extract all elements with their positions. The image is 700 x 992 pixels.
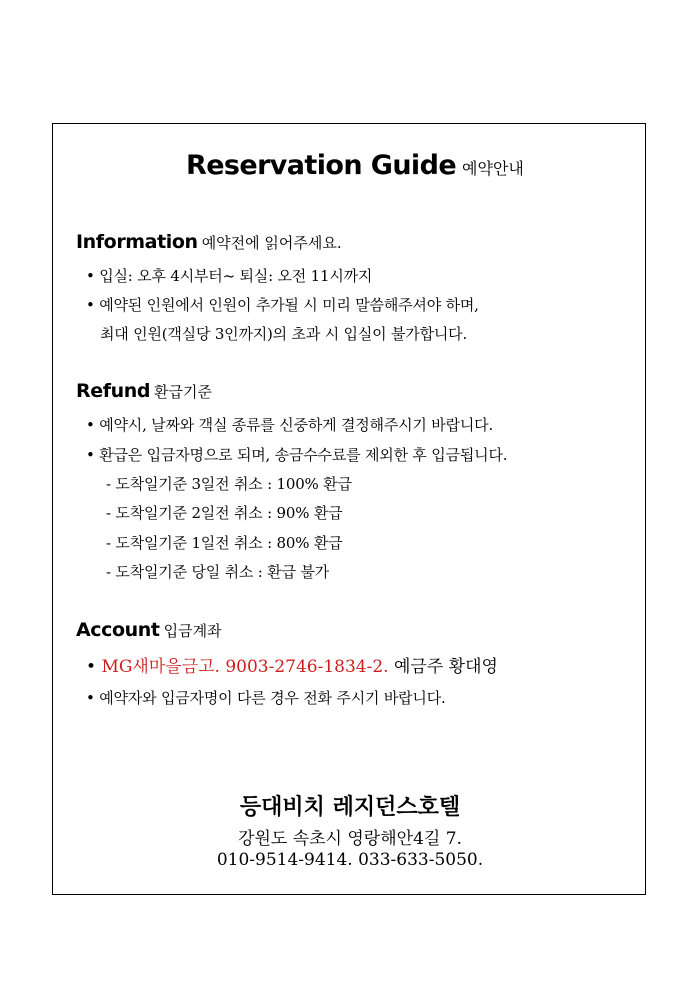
account-line bbox=[86, 652, 498, 677]
information-line-2: • 예약된 인원에서 인원이 추가될 시 미리 말씀해주셔야 하며, bbox=[86, 296, 479, 314]
page-title bbox=[186, 150, 524, 181]
refund-subtitle: 환급기준 bbox=[154, 383, 213, 401]
hotel-name: 등대비치 레지던스호텔 bbox=[239, 795, 461, 820]
refund-line-1: • 예약시, 날짜와 객실 종류를 신중하게 결정해주시기 바랍니다. bbox=[86, 416, 494, 434]
account-bullet: • bbox=[86, 657, 97, 677]
refund-rule-3days: - 도착일기준 3일전 취소 : 100% 환급 bbox=[106, 475, 352, 493]
information-subtitle: 예약전에 읽어주세요. bbox=[201, 234, 342, 252]
account-note: • 예약자와 입금자명이 다른 경우 전화 주시기 바랍니다. bbox=[86, 689, 446, 707]
refund-rule-1day: - 도착일기준 1일전 취소 : 80% 환급 bbox=[106, 534, 343, 552]
title-sub: 예약안내 bbox=[462, 159, 524, 178]
title-main: Reservation Guide bbox=[186, 150, 457, 181]
hotel-address: 강원도 속초시 영랑해안4길 7. bbox=[238, 829, 462, 849]
information-title: Information bbox=[76, 231, 198, 253]
account-holder: 예금주 황대영 bbox=[394, 657, 498, 677]
hotel-phones: 010-9514-9414. 033-633-5050. bbox=[216, 850, 484, 870]
bank-account-number: MG새마을금고. 9003-2746-1834-2. bbox=[101, 657, 389, 677]
refund-title: Refund bbox=[76, 380, 151, 402]
refund-rule-2days: - 도착일기준 2일전 취소 : 90% 환급 bbox=[106, 504, 343, 522]
refund-line-2: • 환급은 입금자명으로 되며, 송금수수료를 제외한 후 입금됩니다. bbox=[86, 446, 508, 464]
refund-heading bbox=[76, 380, 212, 402]
information-line-1: • 입실: 오후 4시부터~ 퇴실: 오전 11시까지 bbox=[86, 267, 373, 285]
information-heading bbox=[76, 231, 342, 253]
account-subtitle: 입금계좌 bbox=[163, 622, 222, 640]
information-line-3: 최대 인원(객실당 3인까지)의 초과 시 입실이 불가합니다. bbox=[100, 325, 468, 343]
account-title: Account bbox=[76, 619, 160, 641]
refund-rule-same-day: - 도착일기준 당일 취소 : 환급 불가 bbox=[106, 563, 329, 581]
account-heading bbox=[76, 619, 222, 641]
